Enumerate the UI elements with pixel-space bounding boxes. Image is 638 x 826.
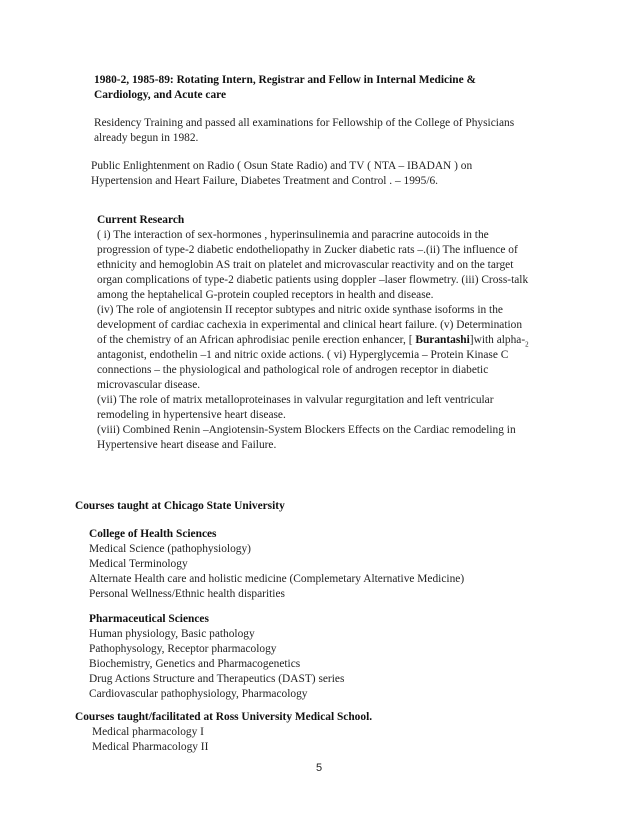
course-item: Drug Actions Structure and Therapeutics (DAST) series xyxy=(89,673,345,685)
research-line: ( i) The interaction of sex-hormones , hyperinsulinemia and paracrine autocoids in the xyxy=(97,229,489,241)
research-line: microvascular disease. xyxy=(97,379,201,391)
research-line: (vii) The role of matrix metalloproteinases in valvular regurgitation and left ventricular xyxy=(97,394,494,406)
chicago-courses-heading: Courses taught at Chicago State University xyxy=(75,500,285,512)
research-line: among the heptahelical G-protein coupled receptors in health and disease. xyxy=(97,289,434,301)
research-line: Hypertensive heart disease and Failure. xyxy=(97,439,277,451)
ross-courses-heading: Courses taught/facilitated at Ross University Medical School. xyxy=(75,711,373,723)
course-item: Medical Pharmacology II xyxy=(92,741,209,753)
alpha-subscript: 2 xyxy=(525,340,529,349)
research-line: connections – the physiological and pathological role of androgen receptor in diabetic xyxy=(97,364,489,376)
experience-heading-line-1: 1980-2, 1985-89: Rotating Intern, Registrar and Fellow in Internal Medicine & xyxy=(94,74,476,86)
research-line: remodeling in hypertensive heart disease. xyxy=(97,409,286,421)
research-line: organ complications of type-2 diabetic patients using doppler –laser flowmetry. (iii) Cross-talk xyxy=(97,274,529,286)
course-item: Personal Wellness/Ethnic health disparities xyxy=(89,588,285,600)
experience-heading-line-2: Cardiology, and Acute care xyxy=(94,89,227,101)
research-line: (iv) The role of angiotensin II receptor subtypes and nitric oxide synthase isoforms in the xyxy=(97,304,503,316)
course-item: Alternate Health care and holistic medicine (Complemetary Alternative Medicine) xyxy=(89,573,465,585)
course-item: Cardiovascular pathophysiology, Pharmacology xyxy=(89,688,308,700)
health-sciences-heading: College of Health Sciences xyxy=(89,528,217,540)
public-enlightenment-line-2: Hypertension and Heart Failure, Diabetes Treatment and Control . – 1995/6. xyxy=(91,175,439,187)
course-item: Medical Terminology xyxy=(89,558,188,570)
research-line: development of cardiac cachexia in experimental and clinical heart failure. (v) Determination xyxy=(97,319,523,331)
course-item: Medical pharmacology I xyxy=(92,726,204,738)
research-line-tail: ]with alpha- xyxy=(469,334,526,346)
research-heading: Current Research xyxy=(97,214,185,226)
research-line: antagonist, endothelin –1 and nitric oxide actions. ( vi) Hyperglycemia – Protein Kinase C xyxy=(97,349,509,361)
research-line: (viii) Combined Renin –Angiotensin-System Blockers Effects on the Cardiac remodeling in xyxy=(97,424,516,436)
residency-line-2: already begun in 1982. xyxy=(94,132,199,144)
public-enlightenment-line-1: Public Enlightenment on Radio ( Osun State Radio) and TV ( NTA – IBADAN ) on xyxy=(91,160,473,172)
research-line-text: of the chemistry of an African aphrodisiac penile erection enhancer, [ xyxy=(97,334,416,346)
course-item: Pathophysology, Receptor pharmacology xyxy=(89,643,277,655)
course-item: Biochemistry, Genetics and Pharmacogenetics xyxy=(89,658,301,670)
residency-line-1: Residency Training and passed all examinations for Fellowship of the College of Physicians xyxy=(94,117,515,129)
pharmaceutical-sciences-heading: Pharmaceutical Sciences xyxy=(89,613,209,625)
course-item: Human physiology, Basic pathology xyxy=(89,628,255,640)
research-line: ethnicity and hemoglobin AS trait on platelet and microvascular reactivity and on the target xyxy=(97,259,514,271)
research-line: progression of type-2 diabetic endotheliopathy in Zucker diabetic rats –.(ii) The influence of xyxy=(97,244,518,256)
course-item: Medical Science (pathophysiology) xyxy=(89,543,251,555)
page-number: 5 xyxy=(316,762,323,774)
burantashi-term: Burantashi xyxy=(415,334,470,346)
